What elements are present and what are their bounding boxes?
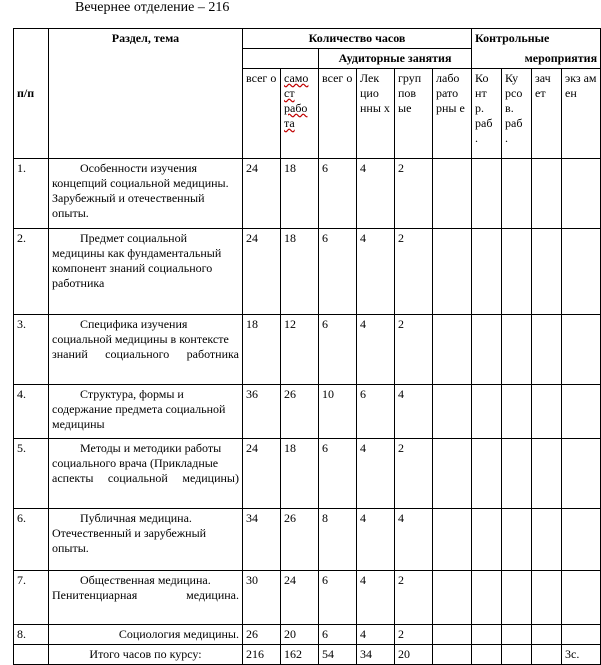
cell-aud: 10 <box>319 385 357 439</box>
row-number: 6. <box>14 509 49 571</box>
cell-total: 18 <box>243 315 281 385</box>
cell-lec: 4 <box>357 625 395 645</box>
cell-lec: 4 <box>357 439 395 509</box>
totals-grp: 20 <box>395 645 433 665</box>
header-num: п/п <box>14 29 49 159</box>
totals-label: Итого часов по курсу: <box>49 645 243 665</box>
cell-lab <box>433 509 472 571</box>
curriculum-table <box>13 28 601 665</box>
cell-kurs <box>502 571 532 625</box>
row-number: 7. <box>14 571 49 625</box>
cell-kurs <box>502 385 532 439</box>
cell-aud: 6 <box>319 229 357 315</box>
header-col-labs: лабо рато рны е <box>433 69 472 159</box>
row-topic: Социология медицины. <box>49 625 243 645</box>
totals-row <box>14 645 601 665</box>
cell-kurs <box>502 509 532 571</box>
row-number: 8. <box>14 625 49 645</box>
cell-lec: 4 <box>357 159 395 229</box>
cell-aud: 6 <box>319 315 357 385</box>
cell-kr <box>472 509 502 571</box>
row-topic: Специфика изучения социальной медицины в контексте знаний социального работника <box>49 315 243 385</box>
table-row <box>14 625 601 645</box>
cell-self: 26 <box>281 385 319 439</box>
cell-exam <box>562 229 601 315</box>
header-col-exam: экз ам ен <box>562 69 601 159</box>
cell-lec: 4 <box>357 509 395 571</box>
cell-self: 24 <box>281 571 319 625</box>
totals-blank <box>14 645 49 665</box>
cell-lab <box>433 159 472 229</box>
header-col-control-work: Ко нт р. раб . <box>472 69 502 159</box>
header-blank <box>243 49 319 69</box>
cell-total: 30 <box>243 571 281 625</box>
cell-kr <box>472 229 502 315</box>
cell-lec: 4 <box>357 229 395 315</box>
cell-self: 18 <box>281 229 319 315</box>
cell-total: 24 <box>243 439 281 509</box>
cell-exam <box>562 385 601 439</box>
cell-zach <box>532 159 562 229</box>
totals-zach <box>532 645 562 665</box>
cell-lab <box>433 571 472 625</box>
cell-aud: 6 <box>319 159 357 229</box>
row-topic: Особенности изучения концепций социальной медицины. Зарубежный и отечественный опыты. <box>49 159 243 229</box>
table-row <box>14 159 601 229</box>
cell-aud: 6 <box>319 439 357 509</box>
cell-zach <box>532 509 562 571</box>
cell-grp: 2 <box>395 439 433 509</box>
totals-self: 162 <box>281 645 319 665</box>
cell-aud: 6 <box>319 625 357 645</box>
row-topic: Общественная медицина. Пенитенциарная медицина. <box>49 571 243 625</box>
cell-grp: 2 <box>395 229 433 315</box>
header-col-aud-total: всег о <box>319 69 357 159</box>
header-col-lectures: Лек цио нны х <box>357 69 395 159</box>
header-hours: Количество часов <box>243 29 472 49</box>
cell-zach <box>532 385 562 439</box>
header-control: Контрольные <box>472 29 601 49</box>
cell-grp: 2 <box>395 159 433 229</box>
cell-kurs <box>502 439 532 509</box>
cell-kr <box>472 571 502 625</box>
cell-kurs <box>502 229 532 315</box>
row-topic: Предмет социальной медицины как фундаментальный компонент знаний социального работника <box>49 229 243 315</box>
cell-exam <box>562 625 601 645</box>
cell-grp: 2 <box>395 571 433 625</box>
cell-lec: 6 <box>357 385 395 439</box>
cell-aud: 8 <box>319 509 357 571</box>
cell-kr <box>472 159 502 229</box>
row-number: 5. <box>14 439 49 509</box>
cell-grp: 2 <box>395 315 433 385</box>
table-row <box>14 315 601 385</box>
cell-total: 26 <box>243 625 281 645</box>
cell-exam <box>562 315 601 385</box>
totals-kr <box>472 645 502 665</box>
header-col-self <box>281 69 319 159</box>
cell-lab <box>433 385 472 439</box>
cell-kr <box>472 625 502 645</box>
totals-lec: 34 <box>357 645 395 665</box>
cell-total: 36 <box>243 385 281 439</box>
cell-total: 24 <box>243 229 281 315</box>
header-control-2: мероприятия <box>472 49 601 69</box>
cell-grp: 4 <box>395 385 433 439</box>
header-section: Раздел, тема <box>49 29 243 159</box>
cell-total: 24 <box>243 159 281 229</box>
table-row <box>14 509 601 571</box>
table-row <box>14 229 601 315</box>
row-number: 1. <box>14 159 49 229</box>
cell-kurs <box>502 159 532 229</box>
cell-zach <box>532 229 562 315</box>
cell-zach <box>532 439 562 509</box>
table-row <box>14 571 601 625</box>
header-col-self-text: само ст рабо та <box>284 71 309 130</box>
cell-self: 12 <box>281 315 319 385</box>
cell-zach <box>532 571 562 625</box>
header-col-credit: зач ет <box>532 69 562 159</box>
cell-lab <box>433 315 472 385</box>
header-auditory: Аудиторные занятия <box>319 49 472 69</box>
cell-kr <box>472 385 502 439</box>
row-number: 4. <box>14 385 49 439</box>
cell-kurs <box>502 315 532 385</box>
totals-exam: 3с. <box>562 645 601 665</box>
totals-kurs <box>502 645 532 665</box>
cell-exam <box>562 439 601 509</box>
cell-kurs <box>502 625 532 645</box>
cell-self: 18 <box>281 439 319 509</box>
row-number: 2. <box>14 229 49 315</box>
cell-exam <box>562 571 601 625</box>
cell-self: 26 <box>281 509 319 571</box>
cell-lab <box>433 625 472 645</box>
cell-lec: 4 <box>357 571 395 625</box>
table-row <box>14 439 601 509</box>
cell-lab <box>433 229 472 315</box>
header-col-course-work: Ку рсо в. раб . <box>502 69 532 159</box>
cell-kr <box>472 315 502 385</box>
row-number: 3. <box>14 315 49 385</box>
cell-kr <box>472 439 502 509</box>
row-topic: Публичная медицина. Отечественный и зарубежный опыты. <box>49 509 243 571</box>
cell-total: 34 <box>243 509 281 571</box>
table-row <box>14 385 601 439</box>
cell-exam <box>562 509 601 571</box>
totals-aud: 54 <box>319 645 357 665</box>
document-title: Вечернее отделение – 216 <box>75 0 230 15</box>
cell-grp: 4 <box>395 509 433 571</box>
cell-grp: 2 <box>395 625 433 645</box>
totals-lab <box>433 645 472 665</box>
cell-zach <box>532 315 562 385</box>
row-topic: Структура, формы и содержание предмета социальной медицины <box>49 385 243 439</box>
cell-aud: 6 <box>319 571 357 625</box>
cell-self: 20 <box>281 625 319 645</box>
cell-zach <box>532 625 562 645</box>
header-col-groups: груп пов ые <box>395 69 433 159</box>
cell-lab <box>433 439 472 509</box>
cell-lec: 4 <box>357 315 395 385</box>
cell-self: 18 <box>281 159 319 229</box>
row-topic: Методы и методики работы социального врача (Прикладные аспекты социальной медицины) <box>49 439 243 509</box>
totals-total: 216 <box>243 645 281 665</box>
cell-exam <box>562 159 601 229</box>
header-col-total: всег о <box>243 69 281 159</box>
